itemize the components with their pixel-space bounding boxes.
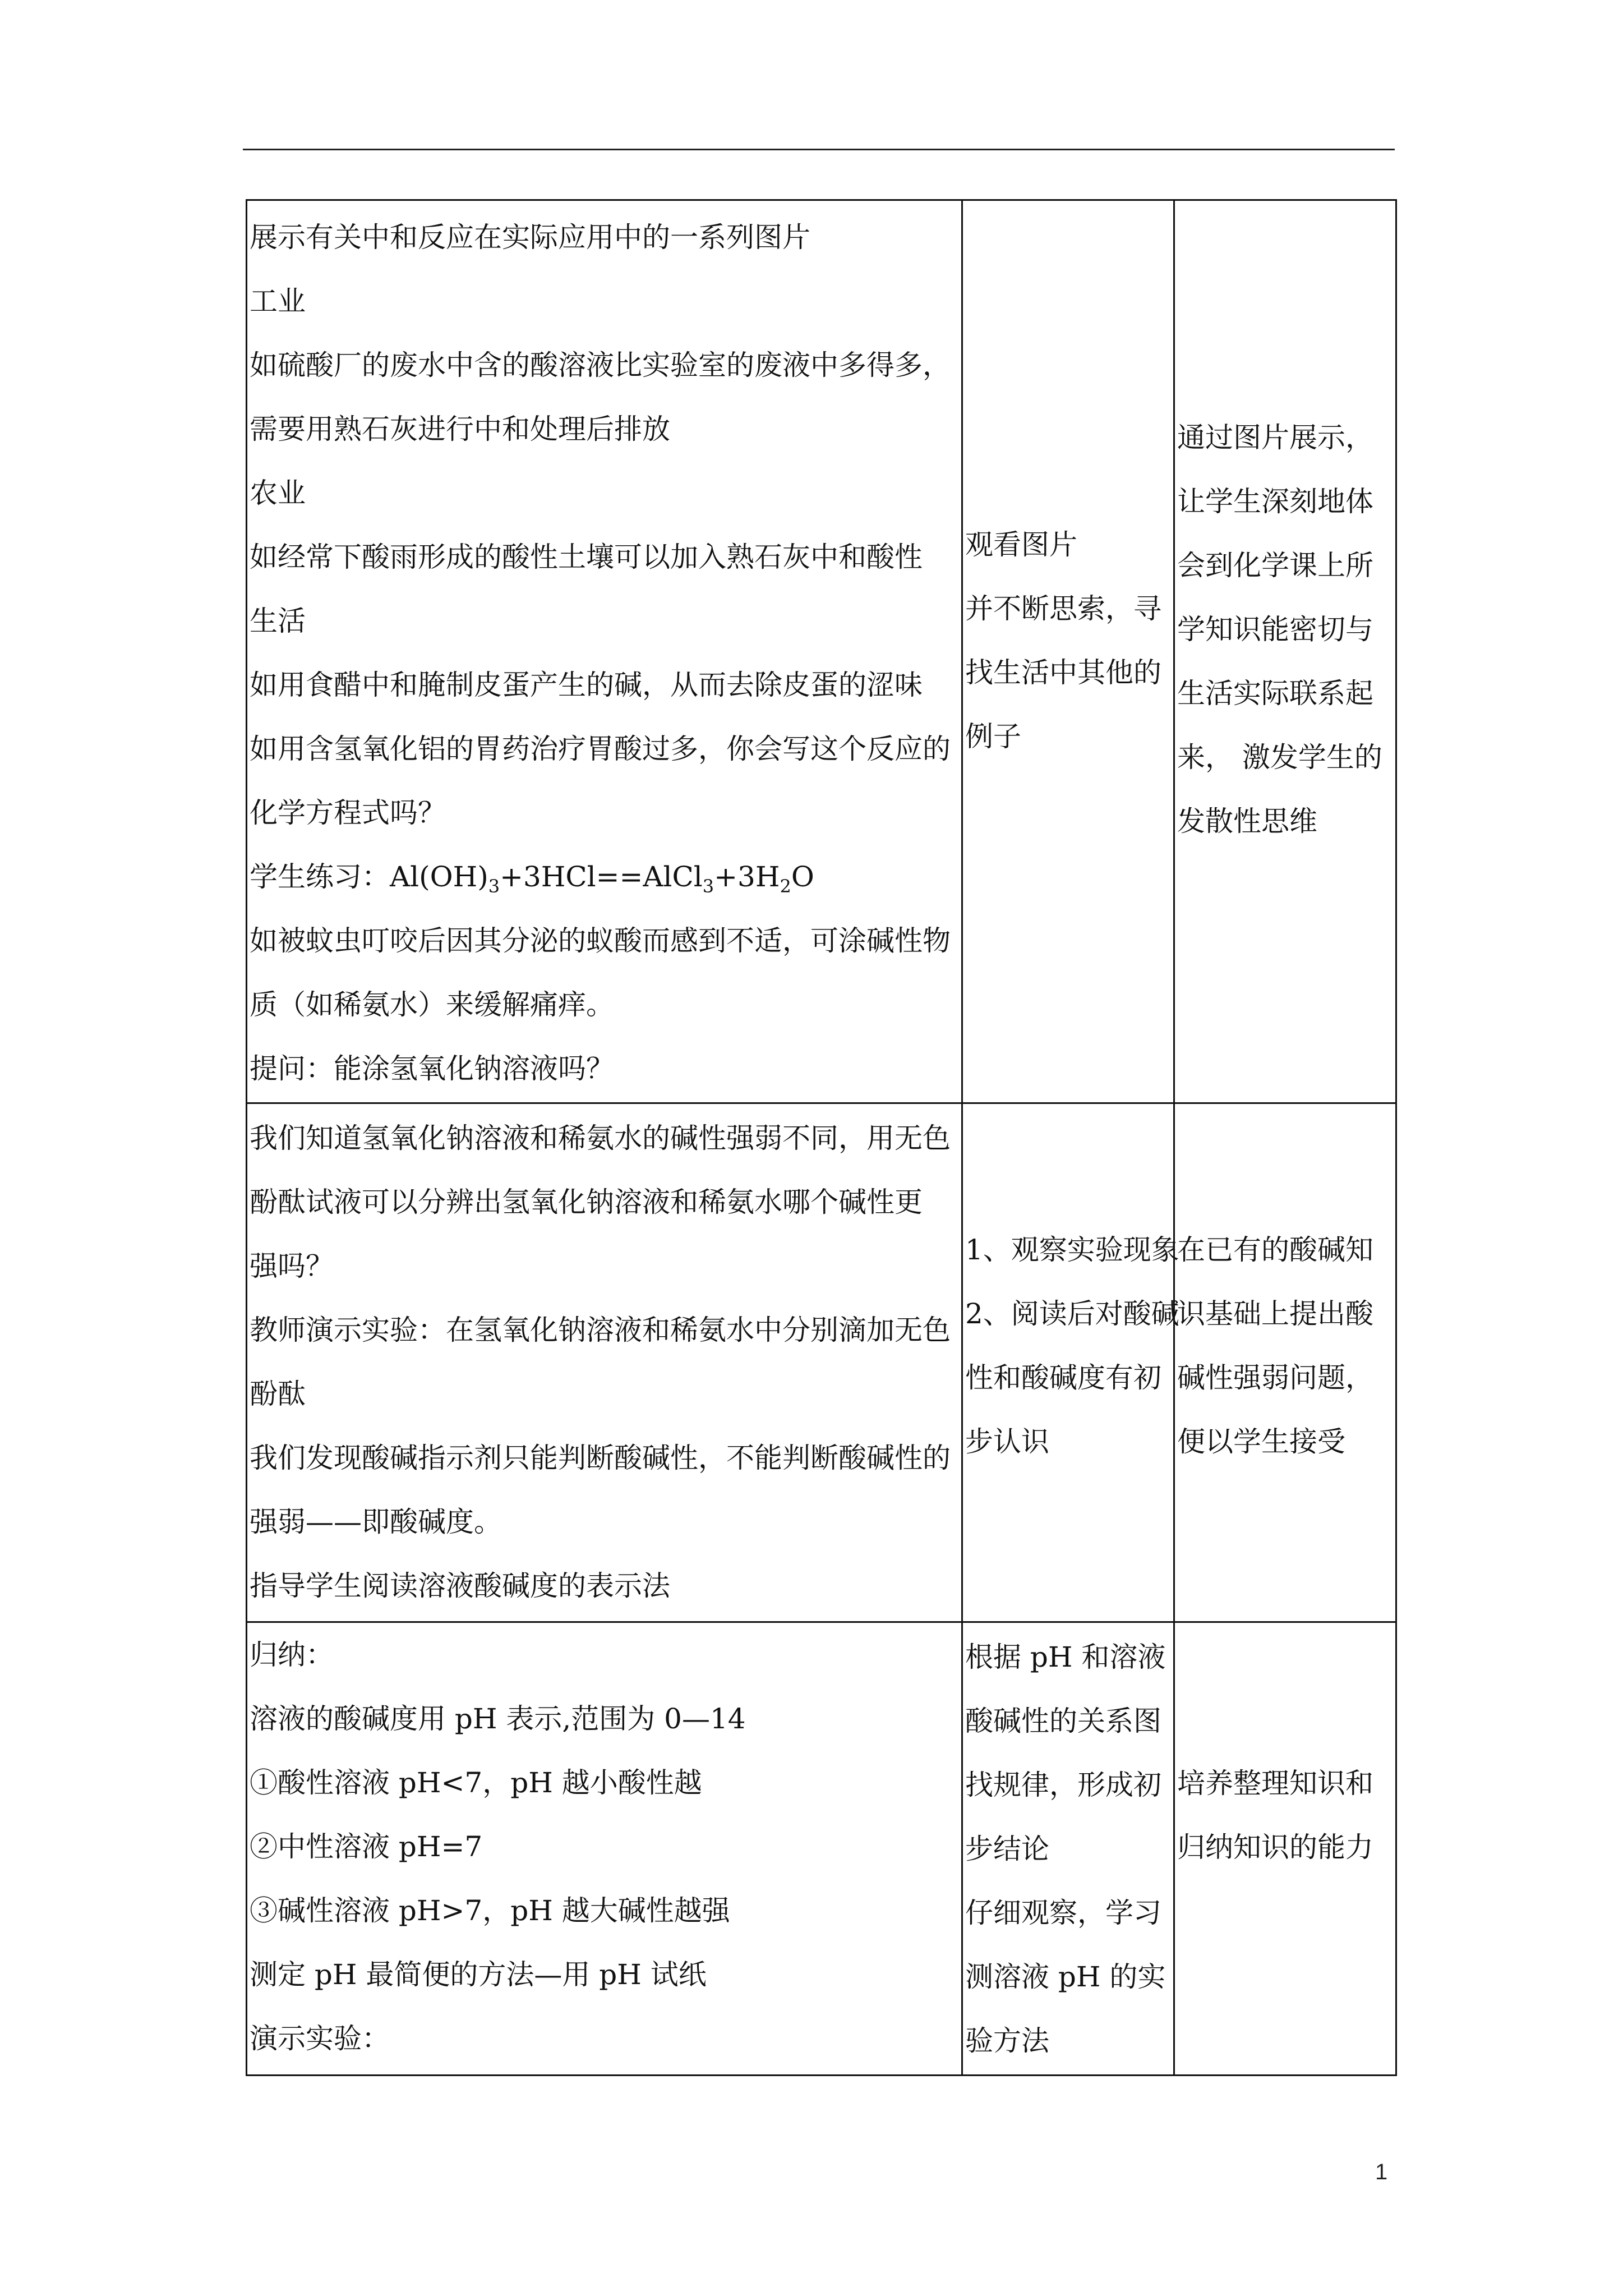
equation-subscript: 3	[488, 876, 500, 897]
design-intent-cell	[1174, 1622, 1396, 2076]
table-row	[247, 1103, 1396, 1622]
chemical-equation	[250, 845, 959, 909]
text-line: 生活实际联系起	[1177, 677, 1373, 710]
text-line: 我们知道氢氧化钠溶液和稀氨水的碱性强弱不同，用无色	[250, 1122, 951, 1154]
text-line: 并不断思索，寻	[965, 592, 1161, 625]
student-activity-cell	[962, 1622, 1174, 2076]
text-line: 会到化学课上所	[1177, 549, 1373, 582]
text-line: 例子	[965, 720, 1021, 753]
text-line: 酸碱性的关系图	[965, 1704, 1161, 1737]
text-line: 如用食醋中和腌制皮蛋产生的碱，从而去除皮蛋的涩味	[250, 669, 923, 701]
equation-subscript: 3	[702, 876, 714, 897]
text-line: 发散性思维	[1177, 804, 1317, 838]
text-line: 化学方程式吗？	[250, 797, 446, 829]
text-line: 观看图片	[965, 528, 1077, 561]
text-line: 验方法	[965, 2024, 1049, 2057]
text-line: 演示实验：	[250, 2022, 390, 2055]
text-line: 让学生深刻地体	[1177, 485, 1373, 518]
text-line: 2、阅读后对酸碱	[965, 1297, 1179, 1330]
text-line: 找规律，形成初	[965, 1768, 1161, 1801]
table-row	[247, 1622, 1396, 2076]
equation-part: +3H	[714, 861, 780, 893]
text-line: 学知识能密切与	[1177, 613, 1373, 646]
text-line: 如经常下酸雨形成的酸性土壤可以加入熟石灰中和酸性	[250, 541, 923, 573]
text-line: 需要用熟石灰进行中和处理后排放	[250, 413, 670, 445]
text-line: 归纳知识的能力	[1177, 1830, 1373, 1864]
teacher-activity-cell	[247, 1103, 962, 1622]
text-line: 性和酸碱度有初	[965, 1361, 1161, 1394]
text-line: 碱性强弱问题，	[1177, 1361, 1373, 1394]
text-line: 根据 pH 和溶液	[965, 1640, 1166, 1673]
text-line: ②中性溶液 pH=7	[250, 1830, 483, 1863]
text-line: 在已有的酸碱知	[1177, 1234, 1373, 1266]
header-rule	[243, 149, 1395, 150]
teacher-activity-cell	[247, 1622, 962, 2076]
equation-subscript: 2	[780, 876, 791, 897]
table-row	[247, 200, 1396, 1103]
text-line: 便以学生接受	[1177, 1425, 1345, 1458]
text-line: 如被蚊虫叮咬后因其分泌的蚁酸而感到不适，可涂碱性物	[250, 924, 951, 957]
design-intent-cell	[1174, 1103, 1396, 1622]
text-line: 教师演示实验：在氢氧化钠溶液和稀氨水中分别滴加无色	[250, 1314, 951, 1346]
text-line: 如硫酸厂的废水中含的酸溶液比实验室的废液中多得多，	[250, 349, 951, 381]
text-line: 工业	[250, 285, 306, 318]
text-line: 生活	[250, 605, 306, 637]
text-line: 来， 激发学生的	[1177, 740, 1382, 774]
equation-part: 学生练习：Al(OH)	[250, 861, 488, 893]
text-line: 酚酞试液可以分辨出氢氧化钠溶液和稀氨水哪个碱性更	[250, 1186, 923, 1218]
text-line: 酚酞	[250, 1378, 306, 1410]
text-line: 测定 pH 最简便的方法—用 pH 试纸	[250, 1958, 707, 1991]
text-line: 步认识	[965, 1425, 1049, 1458]
text-line: 培养整理知识和	[1177, 1766, 1373, 1800]
text-line: 强吗？	[250, 1250, 334, 1282]
student-activity-cell	[962, 200, 1174, 1103]
text-line: 提问：能涂氢氧化钠溶液吗？	[250, 1052, 614, 1085]
text-line: 归纳：	[250, 1639, 334, 1671]
text-line: 质（如稀氨水）来缓解痛痒。	[250, 988, 614, 1021]
text-line: 如用含氢氧化铝的胃药治疗胃酸过多，你会写这个反应的	[250, 733, 951, 765]
lesson-table	[246, 199, 1397, 2076]
text-line: 找生活中其他的	[965, 656, 1161, 689]
equation-part: O	[791, 861, 814, 893]
equation-part: +3HCl==AlCl	[500, 861, 703, 893]
text-line: 展示有关中和反应在实际应用中的一系列图片	[250, 221, 810, 254]
text-line: 仔细观察，学习	[965, 1896, 1161, 1929]
text-line: 步结论	[965, 1832, 1049, 1865]
text-line: 识基础上提出酸	[1177, 1297, 1373, 1330]
text-line: ③碱性溶液 pH>7，pH 越大碱性越强	[250, 1894, 730, 1927]
page-number: 1	[1375, 2160, 1388, 2184]
design-intent-cell	[1174, 200, 1396, 1103]
text-line: 强弱——即酸碱度。	[250, 1506, 502, 1538]
text-line: 通过图片展示，	[1177, 421, 1373, 454]
text-line: 测溶液 pH 的实	[965, 1960, 1166, 1993]
text-line: 1、观察实验现象	[965, 1234, 1179, 1266]
text-line: ①酸性溶液 pH<7，pH 越小酸性越	[250, 1766, 702, 1799]
text-line: 指导学生阅读溶液酸碱度的表示法	[250, 1570, 670, 1602]
text-line: 农业	[250, 477, 306, 509]
student-activity-cell	[962, 1103, 1179, 1622]
text-line: 我们发现酸碱指示剂只能判断酸碱性，不能判断酸碱性的	[250, 1442, 951, 1474]
text-line: 溶液的酸碱度用 pH 表示,范围为 0—14	[250, 1703, 746, 1735]
teacher-activity-cell	[247, 200, 962, 1103]
